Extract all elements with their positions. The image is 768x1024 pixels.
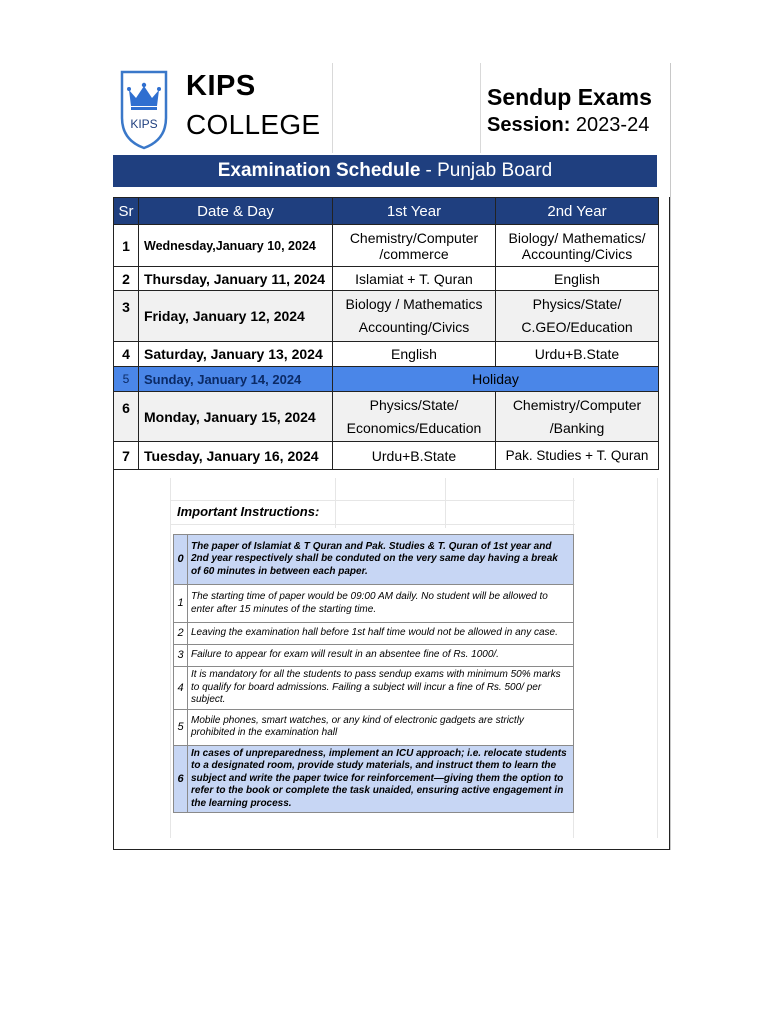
table-row	[114, 342, 659, 367]
subject-line: /Banking	[549, 419, 605, 436]
row-date: Wednesday,January 10, 2024	[139, 225, 333, 267]
row-date: Friday, January 12, 2024	[139, 291, 333, 342]
instruction-text: The starting time of paper would be 09:00 AM daily. No student will be allowed to enter after 15 minutes of the starting time.	[188, 585, 574, 623]
row-date: Thursday, January 11, 2024	[139, 267, 333, 291]
holiday-label: Holiday	[333, 367, 659, 392]
instruction-text: Mobile phones, smart watches, or any kind of electronic gadgets are strictly prohibited in the examination hall	[188, 709, 574, 745]
instruction-number: 5	[174, 709, 188, 745]
row-sr: 2	[114, 267, 139, 291]
subject-line: /commerce	[379, 245, 449, 262]
subject-line: Economics/Education	[346, 419, 482, 436]
row-sr: 1	[114, 225, 139, 267]
instructions-title: Important Instructions:	[177, 504, 320, 519]
instruction-number: 4	[174, 667, 188, 710]
subject-line: C.GEO/Education	[521, 319, 633, 335]
exam-title: Sendup Exams	[487, 84, 652, 110]
instruction-text: Leaving the examination hall before 1st half time would not be allowed in any case.	[188, 623, 574, 645]
instruction-row	[174, 709, 574, 745]
table-row	[114, 392, 659, 442]
instruction-number: 3	[174, 645, 188, 667]
instruction-number: 1	[174, 585, 188, 623]
row-sr: 5	[114, 367, 139, 392]
row-sr: 7	[114, 442, 139, 470]
instruction-row	[174, 585, 574, 623]
row-2nd-year: Urdu+B.State	[496, 342, 659, 367]
instruction-text: It is mandatory for all the students to pass sendup exams with minimum 50% marks to qualify for board admissions. Failing a subject will incur a fine of Rs. 500/ per subject.	[188, 667, 574, 710]
schedule-table	[113, 197, 659, 470]
row-1st-year	[333, 225, 496, 267]
row-date: Sunday, January 14, 2024	[139, 367, 333, 392]
schedule-banner	[113, 155, 657, 187]
brand-name: KIPS	[186, 70, 256, 102]
instruction-text: The paper of Islamiat & T Quran and Pak. Studies & T. Quran of 1st year and 2nd year respectively shall be conduted on the very same day having a break of 60 minutes in between each paper.	[188, 535, 574, 585]
banner-board: - Punjab Board	[425, 160, 553, 181]
header-divider	[480, 63, 481, 153]
instruction-row	[174, 667, 574, 710]
col-header-sr: Sr	[114, 198, 139, 225]
subject-line: Physics/State/	[532, 296, 622, 312]
row-1st-year	[333, 291, 496, 342]
instructions-table	[173, 534, 574, 813]
row-date: Tuesday, January 16, 2024	[139, 442, 333, 470]
subject-line: Accounting/Civics	[521, 245, 633, 262]
subject-line: Biology / Mathematics	[345, 296, 483, 312]
subject-line: Physics/State/	[369, 396, 459, 413]
instruction-row	[174, 645, 574, 667]
subject-line: Chemistry/Computer	[349, 229, 479, 246]
instruction-row	[174, 623, 574, 645]
table-row	[114, 291, 659, 342]
row-date: Monday, January 15, 2024	[139, 392, 333, 442]
row-sr: 6	[114, 392, 139, 442]
instruction-row	[174, 535, 574, 585]
table-row	[114, 442, 659, 470]
instruction-number: 6	[174, 745, 188, 813]
subject-line: Chemistry/Computer	[512, 396, 642, 413]
instruction-text: In cases of unpreparedness, implement an ICU approach; i.e. relocate students to a designated room, provide study materials, and instruct them to learn the subject and write the paper twice for reinforcement—giving them the option to refer to the book or complete the task unaided, ensuring active engagement in the learning process.	[188, 745, 574, 813]
row-2nd-year	[496, 225, 659, 267]
row-sr: 3	[114, 291, 139, 342]
session-value: 2023-24	[575, 114, 650, 136]
header-divider	[332, 63, 333, 153]
session-label: Session:	[487, 114, 571, 136]
row-date: Saturday, January 13, 2024	[139, 342, 333, 367]
row-2nd-year: Pak. Studies + T. Quran	[496, 442, 659, 470]
subject-line: Accounting/Civics	[358, 319, 470, 335]
row-1st-year: English	[333, 342, 496, 367]
col-header-2nd-year: 2nd Year	[496, 198, 659, 225]
row-1st-year	[333, 392, 496, 442]
col-header-date: Date & Day	[139, 198, 333, 225]
brand-subtitle: COLLEGE	[186, 109, 321, 140]
row-sr: 4	[114, 342, 139, 367]
instruction-text: Failure to appear for exam will result in an absentee fine of Rs. 1000/.	[188, 645, 574, 667]
instruction-number: 0	[174, 535, 188, 585]
session-line	[487, 114, 649, 137]
instruction-number: 2	[174, 623, 188, 645]
row-2nd-year: English	[496, 267, 659, 291]
row-1st-year: Urdu+B.State	[333, 442, 496, 470]
row-1st-year: Islamiat + T. Quran	[333, 267, 496, 291]
kips-logo	[119, 68, 169, 150]
row-2nd-year	[496, 392, 659, 442]
table-row	[114, 225, 659, 267]
row-2nd-year	[496, 291, 659, 342]
instruction-row	[174, 745, 574, 813]
col-header-1st-year: 1st Year	[333, 198, 496, 225]
logo-text: KIPS	[130, 117, 158, 131]
banner-title: Examination Schedule	[217, 160, 421, 181]
table-row-holiday	[114, 367, 659, 392]
table-header-row	[114, 198, 659, 225]
table-row	[114, 267, 659, 291]
subject-line: Biology/ Mathematics/	[508, 229, 646, 246]
